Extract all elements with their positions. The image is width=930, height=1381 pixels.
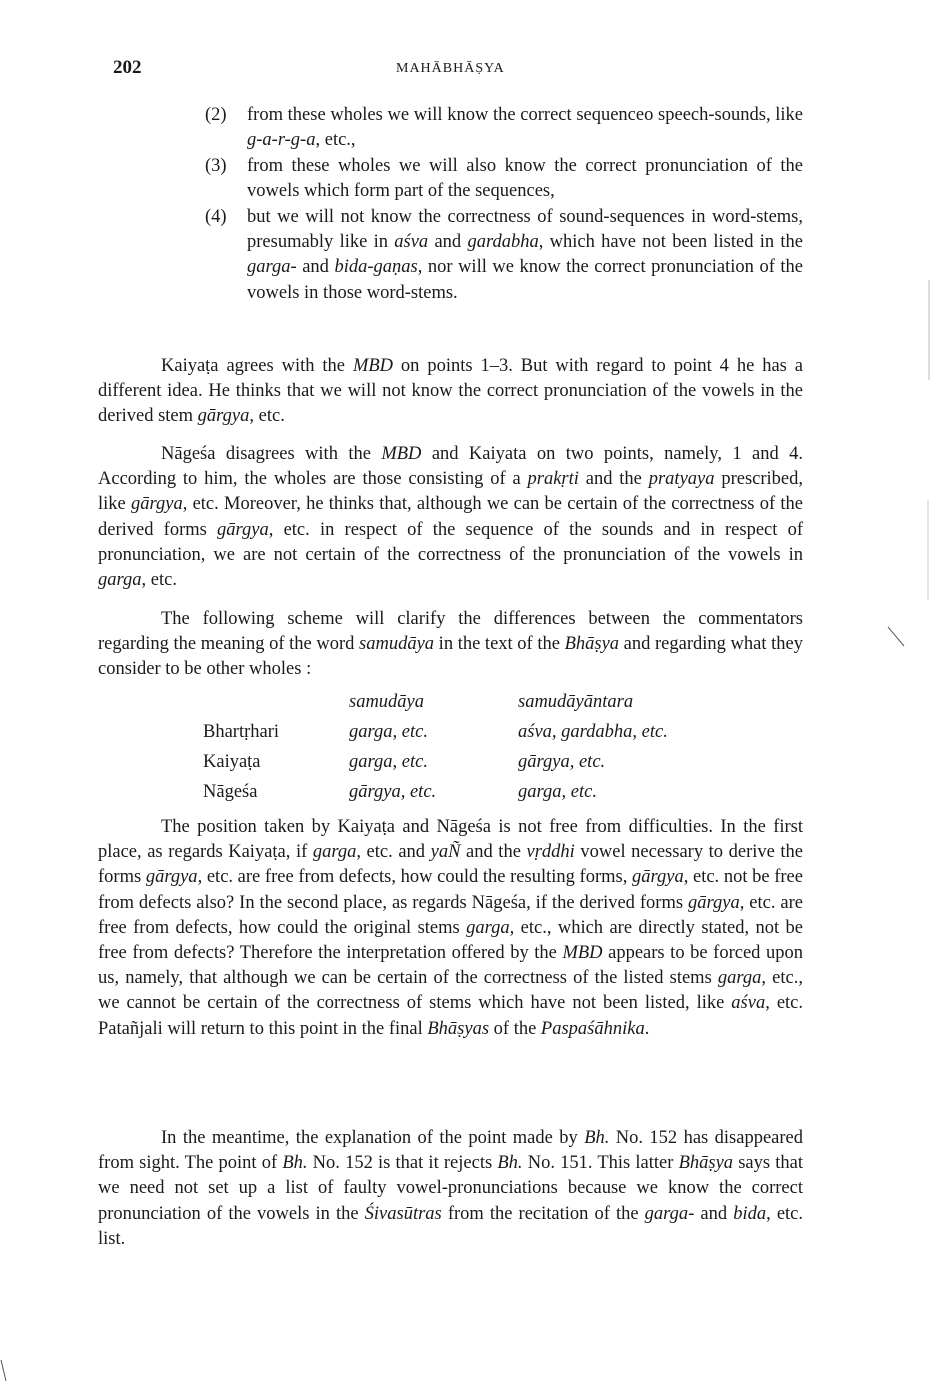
list-item-number: (2) xyxy=(205,105,227,125)
paragraph-kaiyata: Kaiyaṭa agrees with the MBD on points 1–3. But with regard to point 4 he has a different idea. He thinks that we will not know the correct pronunciation of the vowels in the derived stem gārgya, etc. xyxy=(98,356,803,427)
paragraph-meantime: In the meantime, the explanation of the point made by Bh. No. 152 has disappeared from sight. The point of Bh. No. 152 is that it rejects Bh. No. 151. This latter Bhāṣya says that we need not set up a list of faulty vowel-pronunciations because we know the correct pronunciation of the vowels in the Śivasūtras from the recitation of the garga- and bida, etc. list. xyxy=(98,1128,804,1249)
table-cell-commentator: Kaiyaṭa xyxy=(203,752,261,772)
list-item-text: from these wholes we will also know the correct pronunciation of the vowels which form part of the sequences, xyxy=(247,155,803,202)
table-cell: garga, etc. xyxy=(518,782,597,802)
table-cell: garga, etc. xyxy=(349,752,428,772)
commentators-scheme-table xyxy=(203,687,718,807)
table-header-row xyxy=(203,687,718,717)
table-row xyxy=(203,747,718,777)
scan-diagonal-mark xyxy=(888,627,904,646)
table-cell-commentator: Nāgeśa xyxy=(203,782,258,802)
scan-edge-mark xyxy=(1,1360,6,1381)
list-item-text: from these wholes we will know the correct sequenceo speech-sounds, like g-a-r-g-a, etc., xyxy=(247,105,803,151)
table-cell-commentator: Bhartṛhari xyxy=(203,722,280,742)
table-row xyxy=(203,717,718,747)
list-item xyxy=(205,154,803,205)
running-title: MAHĀBHĀṢYA xyxy=(396,61,505,76)
table-cell: gārgya, etc. xyxy=(349,782,437,802)
table-header-cell: samudāya xyxy=(349,692,425,712)
list-item-text: but we will not know the correctness of sound-sequences in word-stems, presumably like in aśva and gardabha, which have not been listed in the garga- and bida-gaṇas, nor will we know the correct pronunciation of the vowels in those word-stems. xyxy=(247,206,803,303)
paragraph-position: The position taken by Kaiyaṭa and Nāgeśa is not free from difficulties. In the first place, as regards Kaiyaṭa, if garga, etc. and yaÑ and the vṛddhi vowel necessary to derive the forms gārgya, etc. are free from defects, how could the resulting forms, gārgya, etc. not be free from defects also? In the second place, as regards Nāgeśa, if the derived forms gārgya, etc. are free from defects, how could the original stems garga, etc., which are directly stated, not be free from defects? Therefore the interpretation offered by the MBD appears to be forced upon us, namely, that although we can be certain of the correctness of the listed stems garga, etc., we cannot be certain of the correctness of stems which have not been listed, like aśva, etc. Patañjali will return to this point in the final Bhāṣyas of the Paspaśāhnika. xyxy=(98,817,804,1039)
table-header-cell: samudāyāntara xyxy=(518,692,634,712)
table-cell: aśva, gardabha, etc. xyxy=(518,722,668,742)
list-item-number: (4) xyxy=(205,206,227,227)
table-cell: garga, etc. xyxy=(349,722,428,742)
numbered-list xyxy=(205,103,803,306)
list-item xyxy=(205,103,803,154)
page-number: 202 xyxy=(113,57,142,78)
table-row xyxy=(203,777,718,807)
table-header-cell xyxy=(203,687,349,717)
table-cell: gārgya, etc. xyxy=(518,752,606,772)
list-item xyxy=(205,205,803,307)
paragraph-scheme-intro: The following scheme will clarify the differences between the commentators regarding the meaning of the word samudāya in the text of the Bhāṣya and regarding what they consider to be other wholes : xyxy=(98,609,803,680)
list-item-number: (3) xyxy=(205,155,227,176)
paragraph-nagesa: Nāgeśa disagrees with the MBD and Kaiyata on two points, namely, 1 and 4. According to him, the wholes are those consisting of a prakṛti and the pratyaya prescribed, like gārgya, etc. Moreover, he thinks that, although we can be certain of the correctness of the derived forms gārgya, etc. in respect of the sequence of the sounds and in respect of pronunciation, we are not certain of the correctness of the pronunciation of the vowels in garga, etc. xyxy=(98,444,804,591)
